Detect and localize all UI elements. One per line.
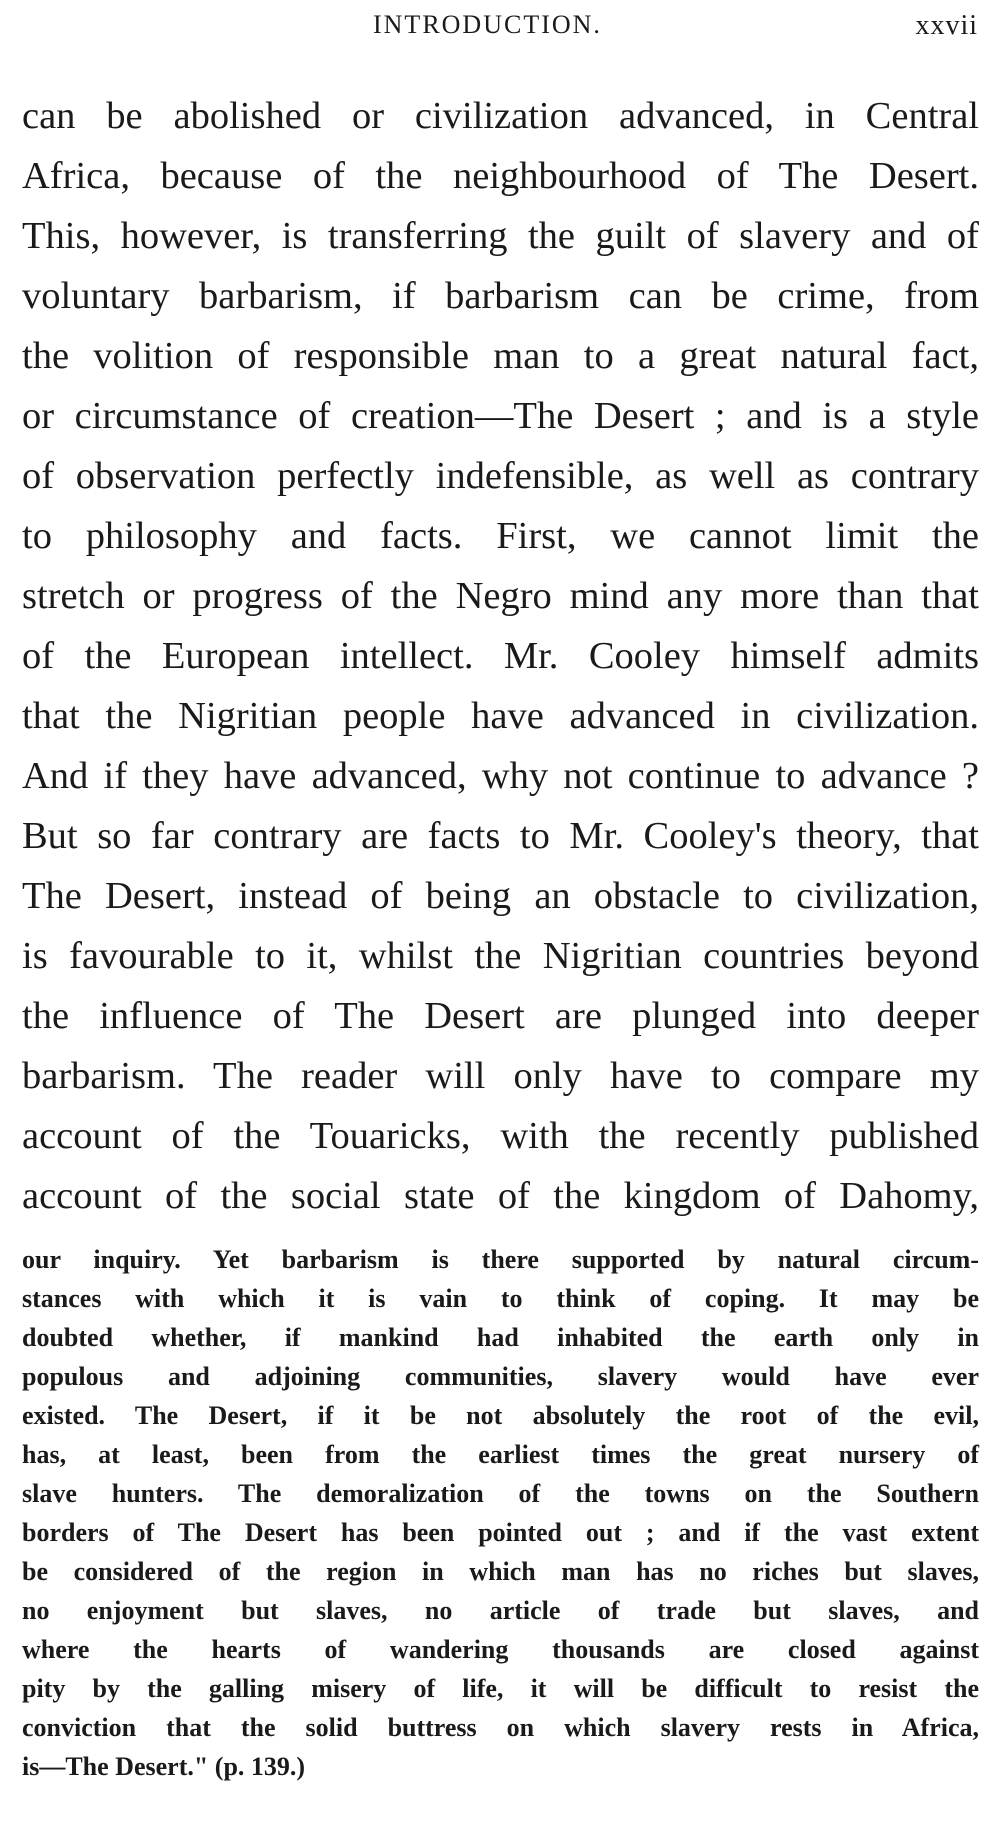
footnote-line: stances with which it is vain to think of coping. It may be <box>22 1284 979 1313</box>
page-number: xxvii <box>915 10 978 41</box>
running-head: INTRODUCTION. <box>373 10 602 39</box>
footnote-line: is—The Desert." (p. 139.) <box>22 1752 306 1781</box>
footnote-line: borders of The Desert has been pointed out ; and if the vast extent <box>22 1518 979 1547</box>
footnote <box>22 1240 979 1786</box>
text-line: And if they have advanced, why not continue to advance ? <box>22 755 979 797</box>
text-line: But so far contrary are facts to Mr. Cooley's theory, that <box>22 815 979 857</box>
text-line: that the Nigritian people have advanced in civilization. <box>22 695 979 737</box>
text-line: This, however, is transferring the guilt of slavery and of <box>22 215 979 257</box>
text-line: of observation perfectly indefensible, as well as contrary <box>22 455 979 497</box>
page-header <box>0 10 1000 50</box>
footnote-line: no enjoyment but slaves, no article of trade but slaves, and <box>22 1596 979 1625</box>
text-line: to philosophy and facts. First, we cannot limit the <box>22 515 979 557</box>
text-line: stretch or progress of the Negro mind any more than that <box>22 575 979 617</box>
footnote-line: existed. The Desert, if it be not absolutely the root of the evil, <box>22 1401 979 1430</box>
text-line: is favourable to it, whilst the Nigritian countries beyond <box>22 935 979 977</box>
text-line: Africa, because of the neighbourhood of The Desert. <box>22 155 979 197</box>
footnote-line: populous and adjoining communities, slavery would have ever <box>22 1362 979 1391</box>
text-line: voluntary barbarism, if barbarism can be crime, from <box>22 275 979 317</box>
main-text <box>22 86 979 1226</box>
footnote-line: be considered of the region in which man has no riches but slaves, <box>22 1557 979 1586</box>
text-line: of the European intellect. Mr. Cooley himself admits <box>22 635 979 677</box>
footnote-line: has, at least, been from the earliest times the great nursery of <box>22 1440 979 1469</box>
footnote-line: where the hearts of wandering thousands are closed against <box>22 1635 979 1664</box>
footnote-line: pity by the galling misery of life, it will be difficult to resist the <box>22 1674 979 1703</box>
text-line: or circumstance of creation—The Desert ; and is a style <box>22 395 979 437</box>
text-line: the volition of responsible man to a great natural fact, <box>22 335 979 377</box>
text-line: the influence of The Desert are plunged into deeper <box>22 995 979 1037</box>
text-line: The Desert, instead of being an obstacle to civilization, <box>22 875 979 917</box>
footnote-line: conviction that the solid buttress on which slavery rests in Africa, <box>22 1713 979 1742</box>
text-line: can be abolished or civilization advanced, in Central <box>22 95 979 137</box>
footnote-line: doubted whether, if mankind had inhabited the earth only in <box>22 1323 979 1352</box>
footnote-line: slave hunters. The demoralization of the towns on the Southern <box>22 1479 979 1508</box>
text-line: account of the social state of the kingdom of Dahomy, <box>22 1175 979 1217</box>
text-line: account of the Touaricks, with the recently published <box>22 1115 979 1157</box>
text-line: barbarism. The reader will only have to compare my <box>22 1055 979 1097</box>
footnote-line: our inquiry. Yet barbarism is there supported by natural circum- <box>22 1245 979 1274</box>
